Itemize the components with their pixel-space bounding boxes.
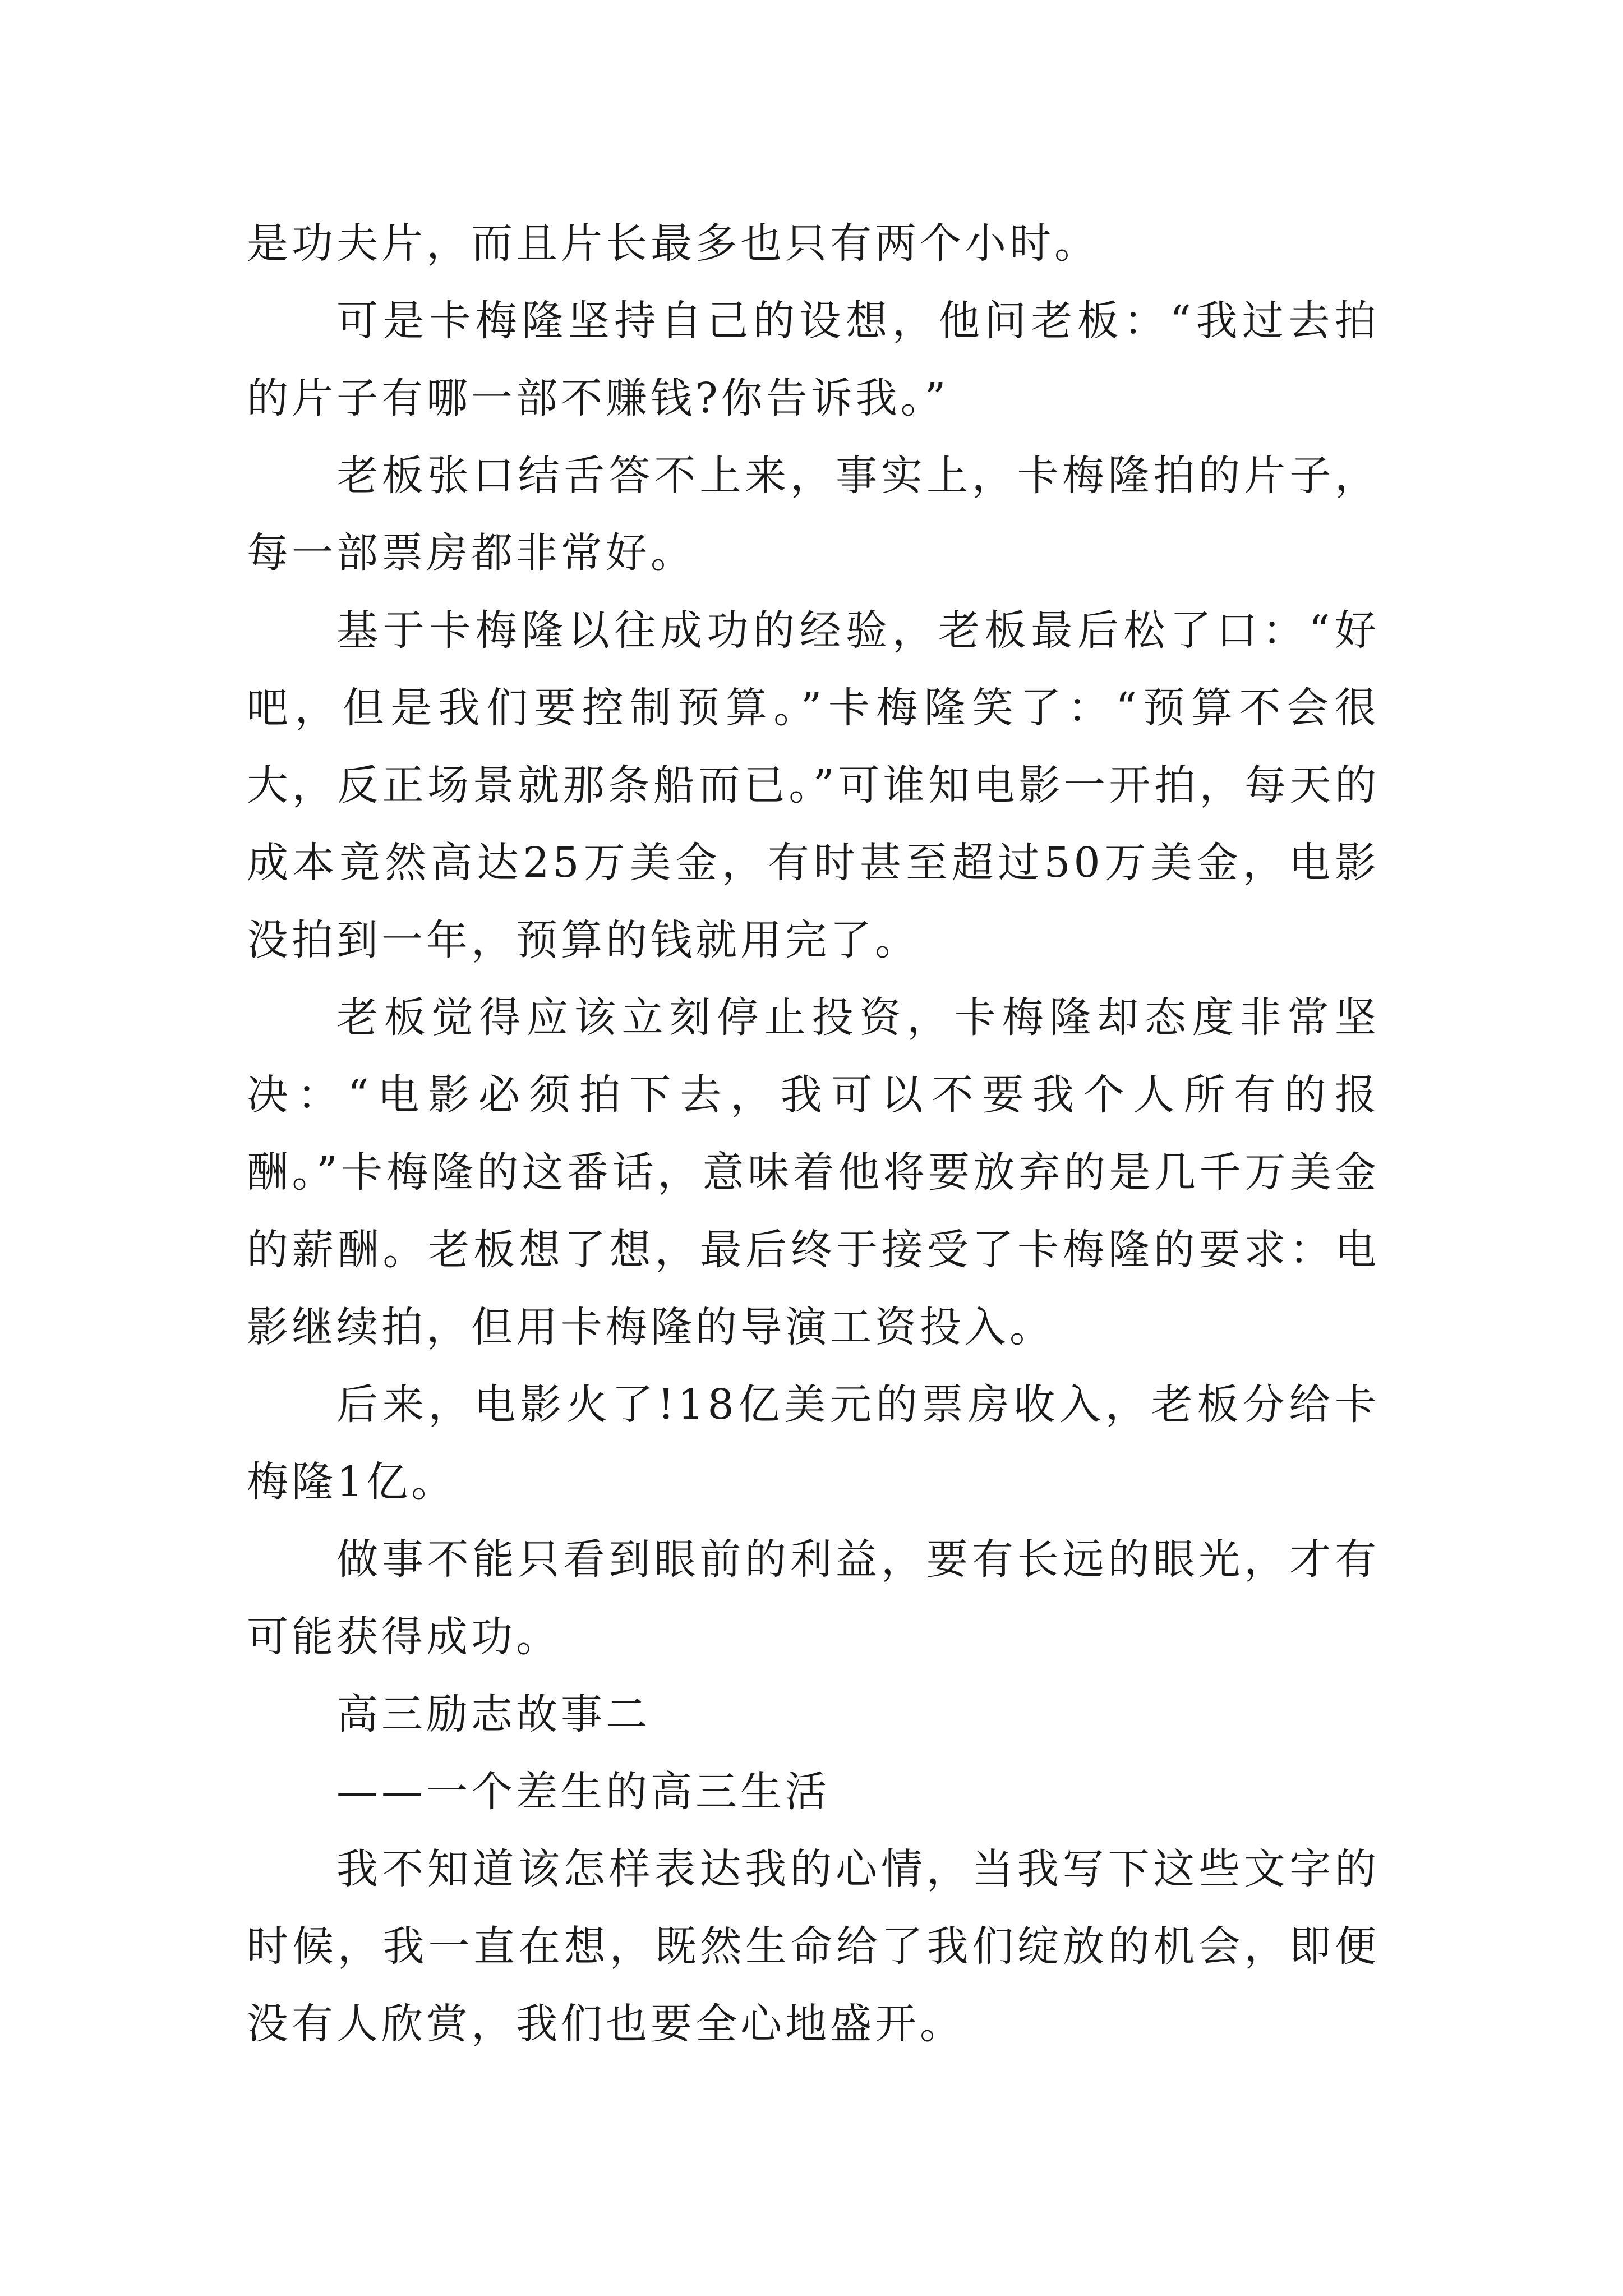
paragraph-1: 是功夫片，而且片长最多也只有两个小时。 xyxy=(247,219,1099,268)
section-heading: 高三励志故事二 xyxy=(336,1690,651,1738)
section-subtitle: ——一个差生的高三生活 xyxy=(336,1768,830,1816)
paragraph-5: 老板觉得应该立刻停止投资，卡梅隆却态度非常坚决：“电影必须拍下去，我可以不要我个人所有的报酬。”卡梅隆的这番话，意味着他将要放弃的是几千万美金的薪酬。老板想了想，最后终于接受了卡梅隆的要求：电影继续拍，但用卡梅隆的导演工资投入。 xyxy=(247,993,1380,1351)
paragraph-8: 我不知道该怎样表达我的心情，当我写下这些文字的时候，我一直在想，既然生命给了我们绽放的机会，即便没有人欣赏，我们也要全心地盛开。 xyxy=(247,1845,1380,2048)
paragraph-3: 老板张口结舌答不上来，事实上，卡梅隆拍的片子，每一部票房都非常好。 xyxy=(247,452,1380,577)
paragraph-7: 做事不能只看到眼前的利益，要有长远的眼光，才有可能获得成功。 xyxy=(247,1535,1380,1661)
paragraph-6: 后来，电影火了!18亿美元的票房收入，老板分给卡梅隆1亿。 xyxy=(247,1381,1380,1506)
paragraph-2: 可是卡梅隆坚持自己的设想，他问老板：“我过去拍的片子有哪一部不赚钱?你告诉我。” xyxy=(247,297,1380,422)
body-text xyxy=(247,205,1380,2063)
paragraph-4: 基于卡梅隆以往成功的经验，老板最后松了口：“好吧，但是我们要控制预算。”卡梅隆笑了：“预算不会很大，反正场景就那条船而已。”可谁知电影一开拍，每天的成本竟然高达25万美金，有时甚至超过50万美金，电影没拍到一年，预算的钱就用完了。 xyxy=(247,606,1380,964)
